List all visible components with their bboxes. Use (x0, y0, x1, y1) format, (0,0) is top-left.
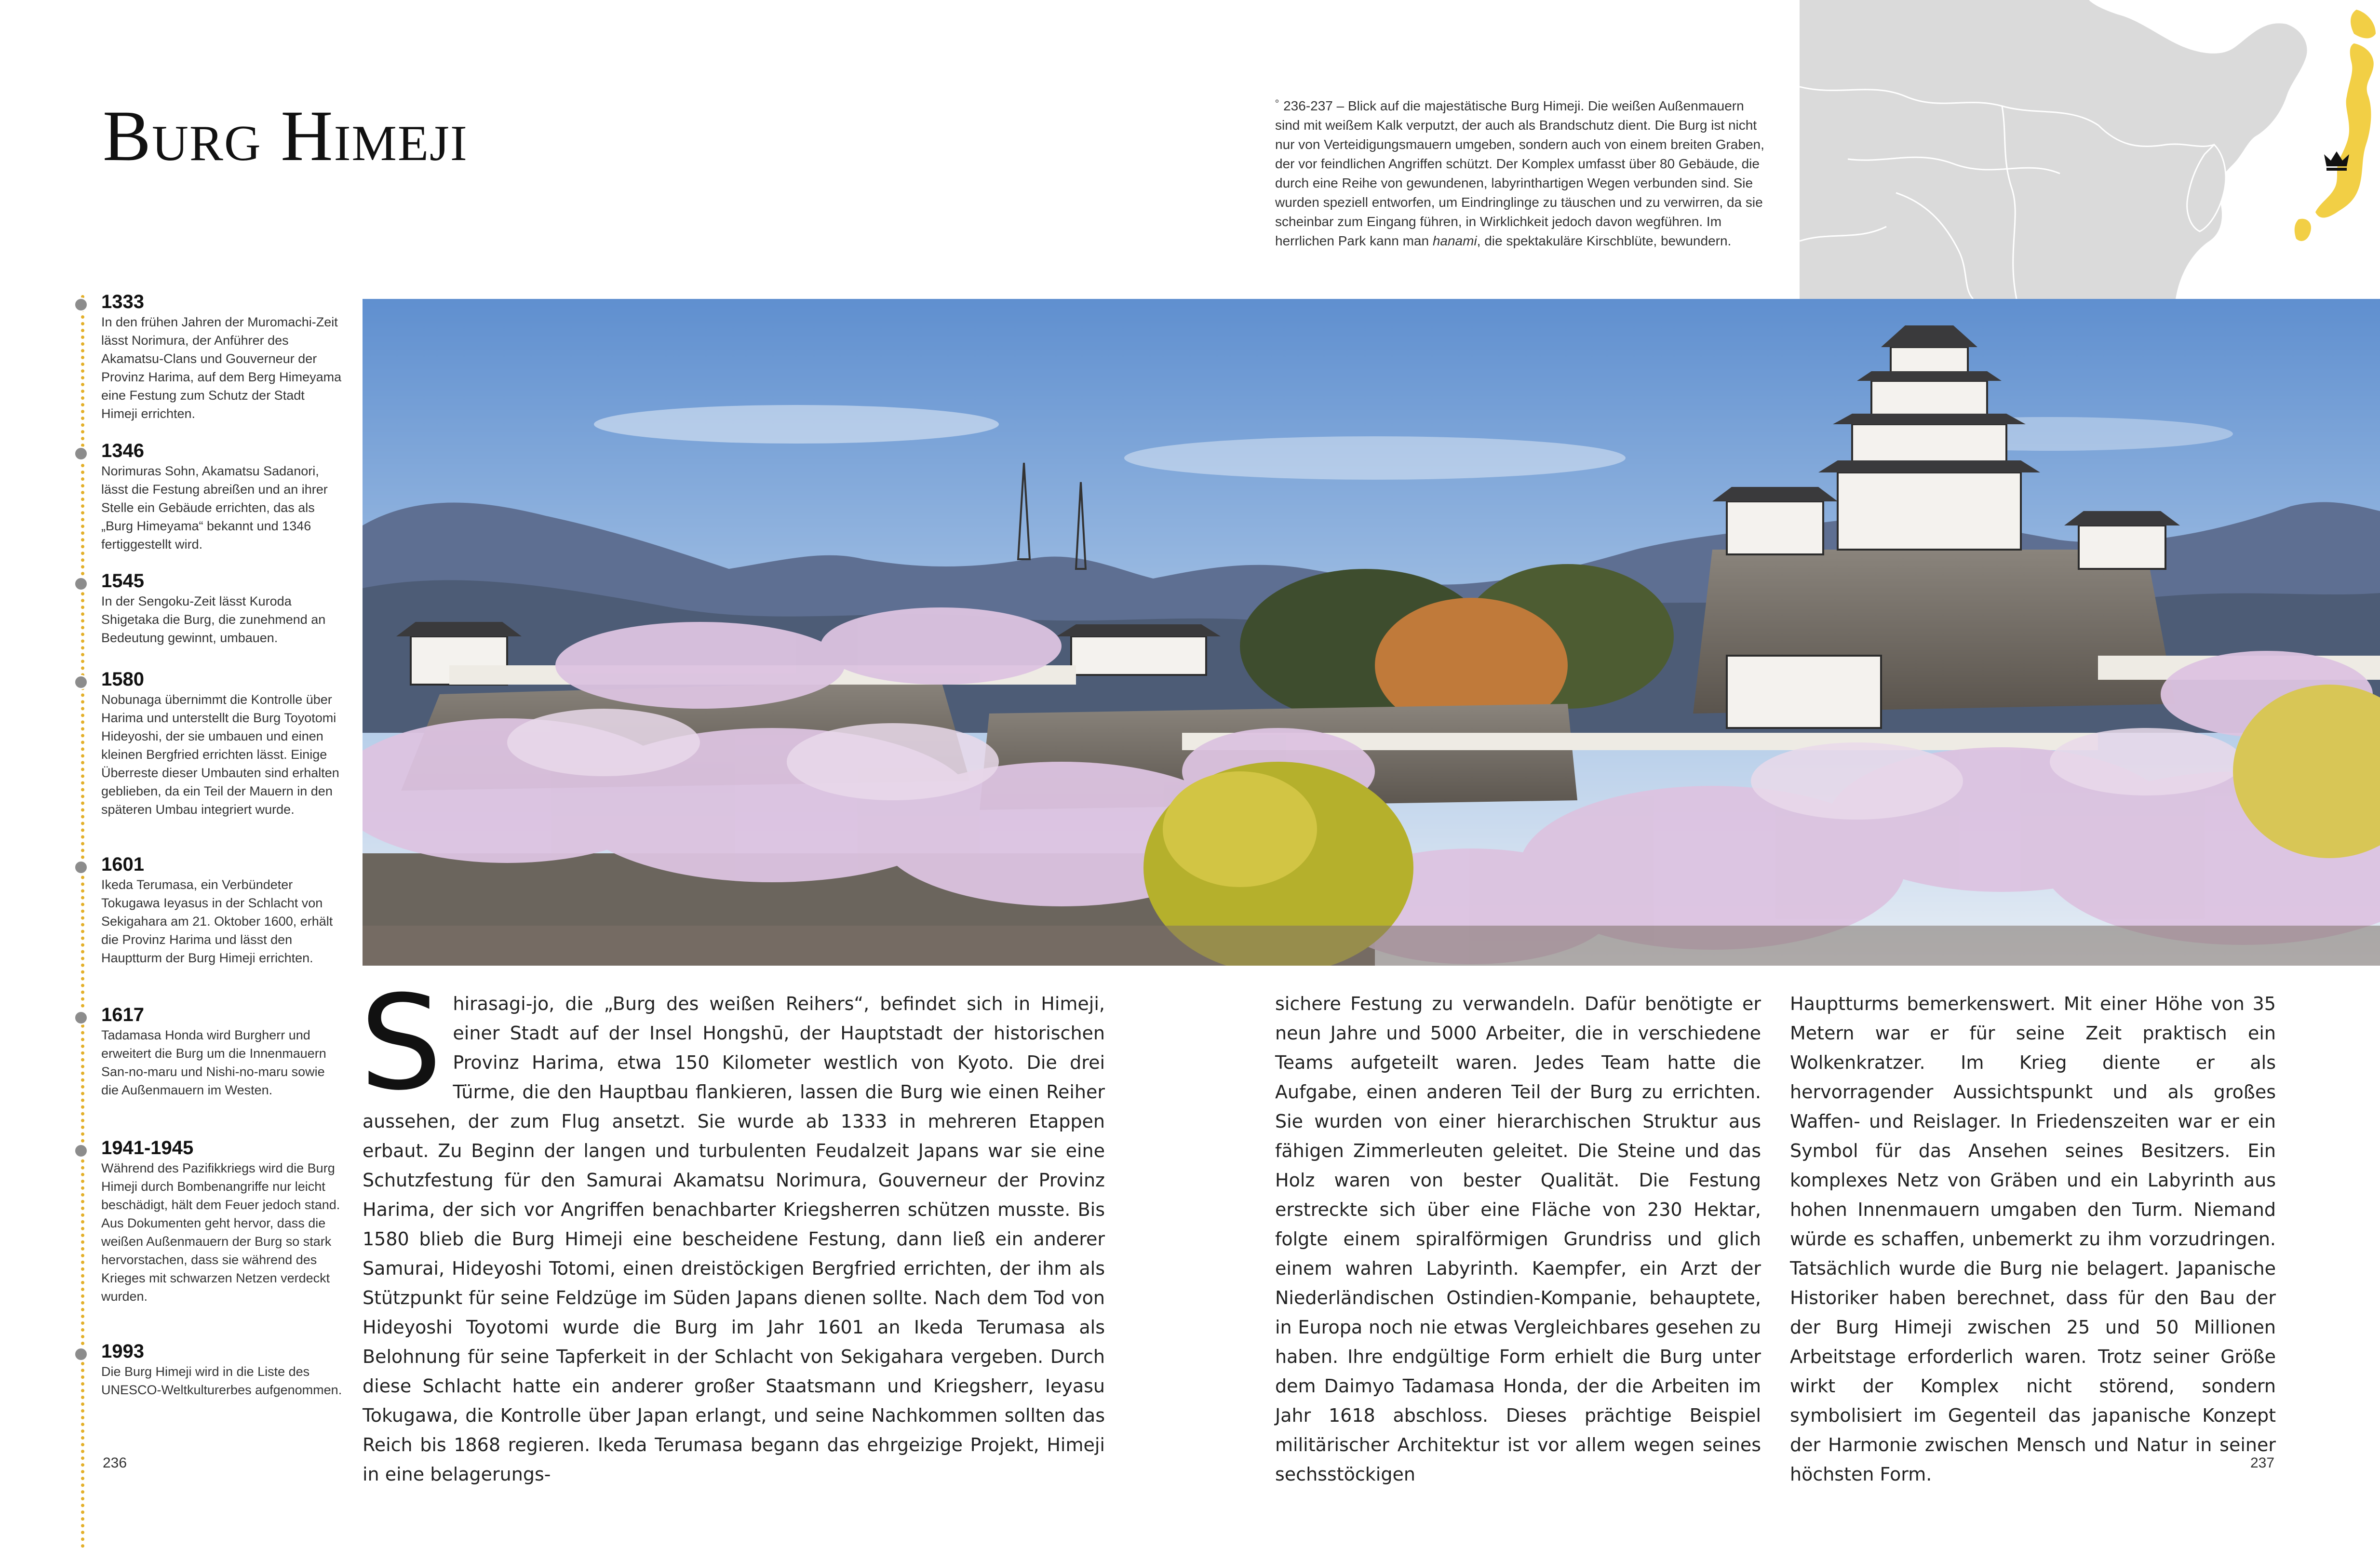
timeline-text: Norimuras Sohn, Akamatsu Sadanori, lässt die Festung abreißen und an ihrer Stelle ein Gebäude errichten, das als „Burg Himeyama“ bekannt und 1346 fertiggestellt wird. (101, 464, 328, 552)
timeline-entry (101, 1137, 342, 1306)
timeline-entry (101, 570, 342, 647)
timeline-dot (74, 860, 88, 875)
timeline-year: 1346 (101, 440, 144, 461)
timeline-entry (101, 668, 342, 819)
timeline-dot (74, 446, 88, 461)
caption-text: Blick auf die majestätische Burg Himeji. Die weißen Außenmauern sind mit weißem Kalk verputzt, der auch als Brandschutz dient. Die Burg ist nicht nur von Verteidigungsmauern umgeben, sondern auch von einem breiten Graben, der vor feindlichen Angriffen schützt. Der Komplex umfasst über 80 Gebäude, die durch eine Reihe von gewundenen, labyrinthartigen Wegen verbunden sind. Sie wurden speziell entworfen, um Eindringlinge zu täuschen und zu verwirren, da sie scheinbar zum Eingang führen, in Wirklichkeit jedoch davon wegführen. Im herrlichen Park kann man (1275, 98, 1764, 248)
caption-italic-term: hanami (1432, 233, 1477, 248)
timeline-text: Die Burg Himeji wird in die Liste des UNESCO-Weltkulturerbes aufgenommen. (101, 1364, 342, 1397)
page-title: Burg Himeji (103, 96, 468, 176)
caption-ref: 236-237 – (1283, 98, 1348, 113)
timeline-year: 1545 (101, 570, 144, 592)
timeline-year: 1941-1945 (101, 1137, 194, 1158)
page-number-right: 237 (2250, 1455, 2275, 1471)
timeline-text: Während des Pazifikkriegs wird die Burg Himeji durch Bombenangriffe nur leicht beschädigt, hält dem Feuer jedoch stand. Aus Dokumenten geht hervor, dass die weißen Außenmauern der Burg so stark hervorstachen, dass sie während des Krieges mit schwarzen Netzen verdeckt wurden. (101, 1161, 340, 1304)
timeline-entry (101, 440, 342, 553)
timeline-year: 1617 (101, 1004, 144, 1025)
timeline-text: In der Sengoku-Zeit lässt Kuroda Shigetaka die Burg, die zunehmend an Bedeutung gewinnt, umbauen. (101, 594, 326, 645)
photo-caption (1275, 96, 1767, 251)
timeline-dot (74, 297, 88, 312)
timeline-dot (74, 1144, 88, 1158)
timeline-year: 1333 (101, 291, 144, 312)
timeline-dot (74, 675, 88, 689)
timeline-dot (74, 1347, 88, 1361)
body-column-1 (360, 967, 1105, 1489)
timeline-text: Nobunaga übernimmt die Kontrolle über Harima und unterstellt die Burg Toyotomi Hideyoshi, der sie umbauen und einen kleinen Bergfried errichten lässt. Einige Überreste dieser Umbauten sind erhalten geblieben, da ein Teil der Mauern in den späteren Umbau integriert wurde. (101, 692, 339, 817)
timeline-entry (101, 1004, 342, 1099)
timeline-year: 1601 (101, 854, 144, 875)
timeline-text: Tadamasa Honda wird Burgherr und erweitert die Burg um die Innenmauern San-no-maru und Nishi-no-maru sowie die Außenmauern im Westen. (101, 1028, 326, 1097)
locator-map (1800, 0, 2380, 299)
timeline-dot (74, 577, 88, 591)
caption-symbol: ˚ (1275, 98, 1280, 113)
body-column-3: Hauptturms bemerkenswert. Mit einer Höhe von 35 Metern war er für seine Zeit praktisch ein Wolkenkratzer. Im Krieg diente er als hervorragender Aussichtspunkt und als großes Waffen- und Reislager. In Friedenszeiten war er ein Symbol für das Ansehen seines Besitzers. Ein komplexes Netz von Gräben und ein Labyrinth aus hohen Innenmauern umgaben den Turm. Niemand würde es schaffen, unbemerkt zu ihm vorzudringen. Tatsächlich wurde die Burg nie belagert. Japanische Historiker haben berechnet, dass für den Bau der der Burg Himeji zwischen 25 und 50 Millionen Arbeitstage erforderlich waren. Trotz seiner Größe wirkt der Komplex nicht störend, sondern symbolisiert im Gegenteil das japanische Konzept der Harmonie zwischen Mensch und Natur in seiner höchsten Form. (1790, 993, 2276, 1485)
timeline-year: 1580 (101, 669, 144, 690)
timeline-year: 1993 (101, 1341, 144, 1362)
timeline-text: Ikeda Terumasa, ein Verbündeter Tokugawa Ieyasus in der Schlacht von Sekigahara am 21. Oktober 1600, erhält die Provinz Harima und lässt den Hauptturm der Burg Himeji errichten. (101, 877, 333, 965)
body-column-2: sichere Festung zu verwandeln. Dafür benötigte er neun Jahre und 5000 Arbeiter, die in verschiedene Teams aufgeteilt waren. Jedes Team hatte die Aufgabe, einen anderen Teil der Burg zu errichten. Sie wurden von einer hierarchischen Struktur aus fähigen Zimmerleuten geleitet. Die Steine und das Holz waren von bester Qualität. Die Festung erstreckte sich über eine Fläche von 230 Hektar, folgte einem spiralförmigen Grundriss und glich einem wahren Labyrinth. Kaempfer, ein Arzt der Niederländischen Ostindien-Kompanie, behauptete, in Europa noch nie etwas Vergleichbares gesehen zu haben. Ihre endgültige Form erhielt die Burg unter dem Daimyo Tadamasa Honda, der die Arbeiten im Jahr 1618 abschloss. Dieses prächtige Beispiel militärischer Architektur ist vor allem wegen seines sechsstöckigen (1275, 993, 1761, 1485)
timeline-text: In den frühen Jahren der Muromachi-Zeit lässt Norimura, der Anführer des Akamatsu-Clans und Gouverneur der Provinz Harima, auf dem Berg Himeyama eine Festung zum Schutz der Stadt Himeji errichten. (101, 315, 342, 421)
castle-photo (363, 299, 2380, 966)
timeline-dot (74, 1010, 88, 1025)
drop-cap: S (360, 967, 443, 1119)
timeline-entry (101, 1340, 342, 1399)
page-number-left: 236 (103, 1455, 127, 1471)
caption-text-end: , die spektakuläre Kirschblüte, bewundern. (1477, 233, 1732, 248)
timeline-entry (101, 853, 342, 967)
body-text-1: hirasagi-jo, die „Burg des weißen Reihers“, befindet sich in Himeji, einer Stadt auf der Insel Hongshū, der Hauptstadt der historischen Provinz Harima, etwa 150 Kilometer westlich von Kyoto. Die drei Türme, die den Hauptbau flankieren, lassen die Burg wie einen Reiher aussehen, der zum Flug ansetzt. Sie wurde ab 1333 in mehreren Etappen erbaut. Zu Beginn der langen und turbulenten Feudalzeit Japans war sie eine Schutzfestung für den Samurai Akamatsu Norimura, Gouverneur der Provinz Harima, der sich vor Angriffen benachbarter Kriegsherren schützen musste. Bis 1580 blieb die Burg Himeji eine bescheidene Festung, dann ließ ein anderer Samurai, Hideyoshi Totomi, einen dreistöckigen Bergfried errichten, der ihm als Stützpunkt für seine Feldzüge im Süden Japans dienen sollte. Nach dem Tod von Hideyoshi Toyotomi wurde die Burg im Jahr 1601 an Ikeda Terumasa als Belohnung für seine Tapferkeit in der Schlacht von Sekigahara vergeben. Durch diese Schlacht hatte ein anderer großer Staatsmann und Kriegsherr, Ieyasu Tokugawa, die Kontrolle über Japan erlangt, und seine Nachkommen sollten das Reich bis 1868 regieren. Ikeda Terumasa begann das ehrgeizige Projekt, Himeji in eine belagerungs- (363, 993, 1105, 1485)
timeline-entry (101, 291, 342, 423)
